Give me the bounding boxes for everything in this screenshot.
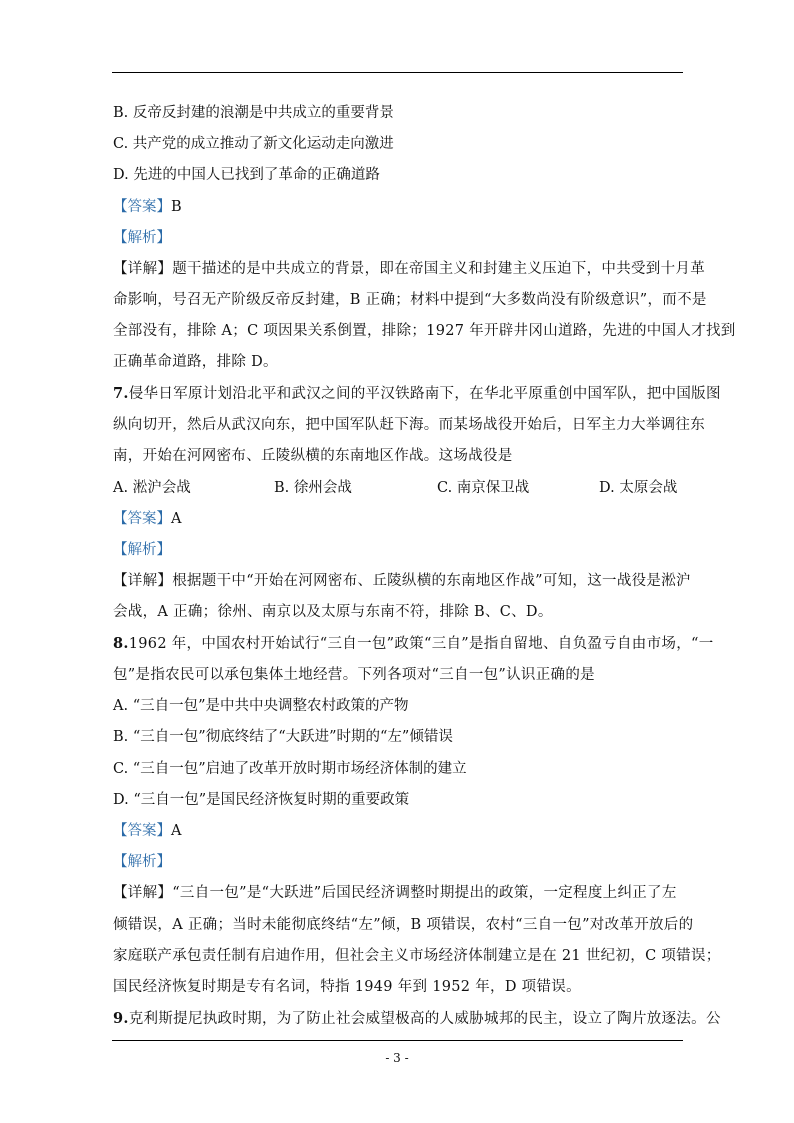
q7-answer [113,510,688,528]
answer-tag: 【答案】 [113,823,171,839]
footer-rule [112,1040,683,1041]
q6-option-c: C. 共产党的成立推动了新文化运动走向激进 [113,136,394,152]
q7-option-c: C. 南京保卫战 [437,480,530,496]
q8-number: 8. [113,635,129,652]
q7-number: 7. [113,385,129,402]
q8-option-c: C. “三自一包”启迪了改革开放时期市场经济体制的建立 [113,761,467,777]
q8-answer-value: A [171,823,182,839]
detail-tag: 【详解】 [113,573,173,589]
q7-detail-line-2: 会战，A 正确；徐州、南京以及太原与东南不符，排除 B、C、D。 [113,604,553,620]
q6-option-d: D. 先进的中国人已找到了革命的正确道路 [113,167,380,183]
q7-stem-line-2: 纵向切开，然后从武汉向东，把中国军队赶下海。而某场战役开始后，日军主力大举调往东 [113,417,705,433]
q8-analysis [113,853,688,871]
q7-option-d: D. 太原会战 [599,480,678,496]
q8-option-b: B. “三自一包”彻底终结了“大跃进”时期的“左”倾错误 [113,729,453,745]
analysis-tag: 【解析】 [113,230,171,246]
q8-stem-line-1: 8.1962 年，中国农村开始试行“三自一包”政策“三自”是指自留地、自负盈亏自由市场，“一 [113,635,714,652]
q8-option-a: A. “三自一包”是中共中央调整农村政策的产物 [113,698,409,714]
detail-tag: 【详解】 [113,261,173,277]
q6-detail-line-2: 命影响，号召无产阶级反帝反封建，B 正确；材料中提到“大多数尚没有阶级意识”，而不是 [113,292,707,308]
q8-detail-line-3: 家庭联产承包责任制有启迪作用，但社会主义市场经济体制建立是在 21 世纪初，C 项错误； [113,948,721,964]
q7-answer-value: A [171,511,182,527]
q6-detail-line-1: 【详解】题干描述的是中共成立的背景，即在帝国主义和封建主义压迫下，中共受到十月革 [113,261,705,277]
q8-detail-line-2: 倾错误，A 正确；当时未能彻底终结“左”倾，B 项错误，农村“三自一包”对改革开放后的 [113,917,694,933]
header-rule [112,72,683,73]
q8-detail-line-4: 国民经济恢复时期是专有名词，特指 1949 年到 1952 年，D 项错误。 [113,979,581,995]
q6-detail-line-4: 正确革命道路，排除 D。 [113,354,278,370]
q6-answer [113,198,688,216]
q8-answer [113,822,688,840]
q7-option-a: A. 淞沪会战 [113,480,191,496]
analysis-tag: 【解析】 [113,542,171,558]
q7-stem-line-3: 南，开始在河网密布、丘陵纵横的东南地区作战。这场战役是 [113,448,513,464]
detail-tag: 【详解】 [113,885,173,901]
q9-stem-line-1: 9.克利斯提尼执政时期，为了防止社会威望极高的人威胁城邦的民主，设立了陶片放逐法。公 [113,1010,721,1027]
q7-detail-line-1: 【详解】根据题干中“开始在河网密布、丘陵纵横的东南地区作战”可知，这一战役是淞沪 [113,573,691,589]
answer-tag: 【答案】 [113,511,171,527]
q8-option-d: D. “三自一包”是国民经济恢复时期的重要政策 [113,792,410,808]
analysis-tag: 【解析】 [113,854,171,870]
answer-tag: 【答案】 [113,199,171,215]
q9-number: 9. [113,1010,129,1027]
q8-detail-line-1: 【详解】“三自一包”是“大跃进”后国民经济调整时期提出的政策，一定程度上纠正了左 [113,885,677,901]
q7-option-b: B. 徐州会战 [274,480,352,496]
q7-stem-line-1: 7.侵华日军原计划沿北平和武汉之间的平汉铁路南下，在华北平原重创中国军队，把中国版图 [113,385,721,402]
q6-detail-line-3: 全部没有，排除 A；C 项因果关系倒置，排除；1927 年开辟井冈山道路，先进的中国人才找到 [113,323,736,339]
q6-option-b: B. 反帝反封建的浪潮是中共成立的重要背景 [113,105,394,121]
q6-analysis [113,229,688,247]
page-number: - 3 - [385,1051,409,1065]
q8-stem-line-2: 包”是指农民可以承包集体土地经营。下列各项对“三自一包”认识正确的是 [113,667,595,683]
q7-analysis [113,541,688,559]
q6-answer-value: B [171,199,182,215]
